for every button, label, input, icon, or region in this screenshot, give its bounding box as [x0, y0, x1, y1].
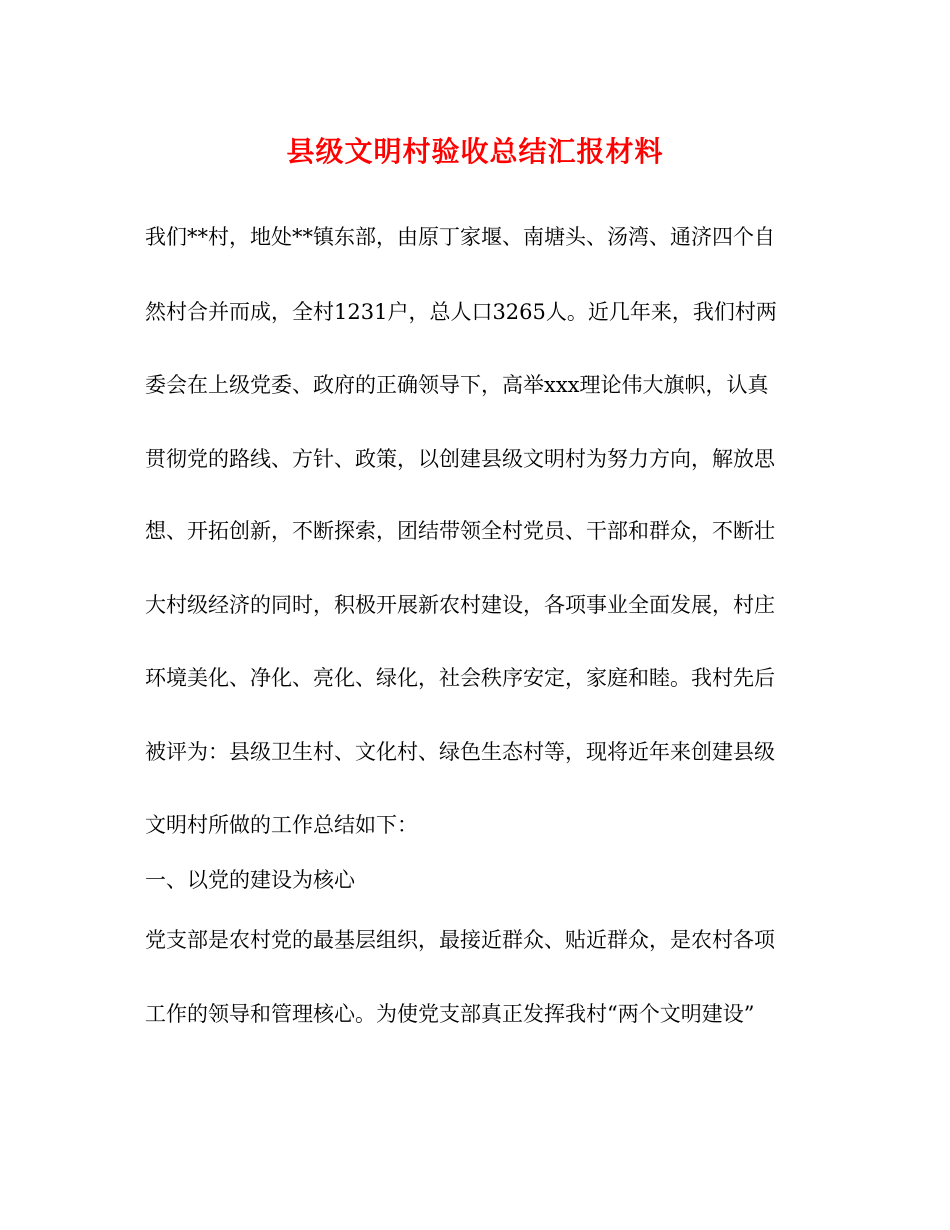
- paragraph-line: 我们**村，地处**镇东部，由原丁家堰、南塘头、汤湾、通济四个自: [145, 225, 775, 249]
- paragraph-line: 然村合并而成，全村1231户，总人口3265人。近几年来，我们村两: [145, 300, 777, 324]
- section-line: 党支部是农村党的最基层组织，最接近群众、贴近群众，是农村各项: [145, 928, 775, 952]
- document-title: 县级文明村验收总结汇报材料: [286, 135, 664, 168]
- section-heading: 一、以党的建设为核心: [145, 868, 355, 892]
- section-line: 工作的领导和管理核心。为使党支部真正发挥我村“两个文明建设”: [145, 1002, 755, 1026]
- paragraph-line: 想、开拓创新，不断探索，团结带领全村党员、干部和群众，不断壮: [145, 519, 775, 543]
- paragraph-line: 大村级经济的同时，积极开展新农村建设，各项事业全面发展，村庄: [145, 593, 775, 617]
- paragraph-line: 贯彻党的路线、方针、政策，以创建县级文明村为努力方向，解放思: [145, 447, 775, 471]
- paragraph-line: 环境美化、净化、亮化、绿化，社会秩序安定，家庭和睦。我村先后: [145, 666, 775, 690]
- paragraph-line: 被评为：县级卫生村、文化村、绿色生态村等，现将近年来创建县级: [145, 740, 775, 764]
- paragraph-line: 文明村所做的工作总结如下：: [145, 813, 418, 837]
- paragraph-line: 委会在上级党委、政府的正确领导下，高举xxx理论伟大旗帜，认真: [145, 373, 769, 397]
